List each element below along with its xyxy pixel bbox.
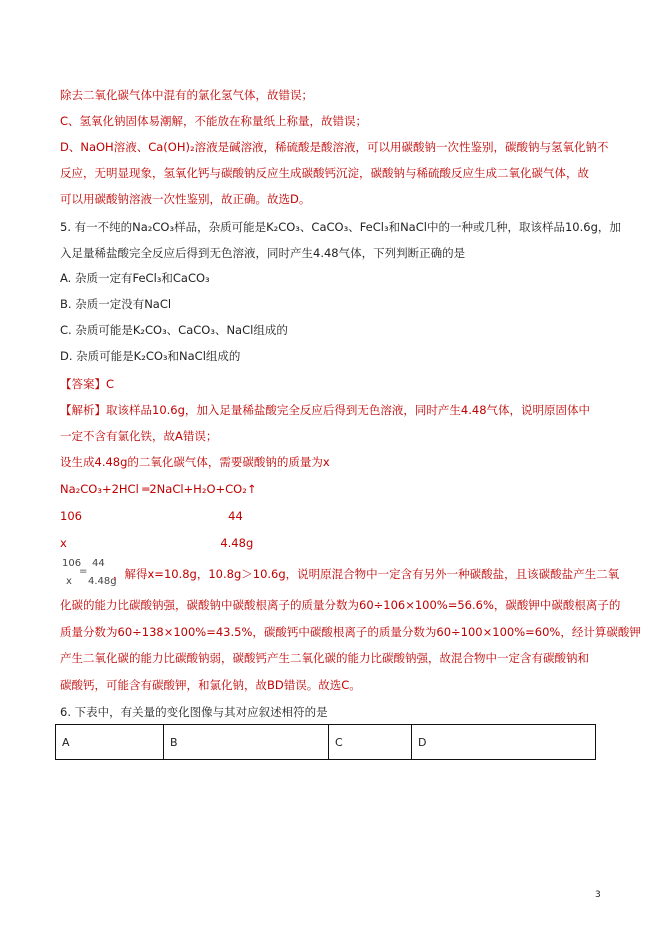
fraction-numerator: 44 (92, 558, 105, 569)
table-cell-c: C (329, 725, 412, 760)
equation-values: x 4.48g (60, 536, 254, 550)
fraction-denominator: 4.48g (88, 576, 117, 587)
option-a: A. 杂质一定有FeCl₃和CaCO₃ (60, 271, 210, 285)
text-line: 质量分数为60÷138×100%=43.5%，碳酸钙中碳酸根离子的质量分数为60÷100×100%=60%，经计算碳酸钾 (60, 625, 641, 639)
fraction-numerator: 106 (62, 558, 82, 569)
option-d: D. 杂质可能是K₂CO₃和NaCl组成的 (60, 349, 241, 363)
text-line: 可以用碳酸钠溶液一次性鉴别，故正确。故选D。 (60, 192, 311, 206)
text-line: 一定不含有氯化铁，故A错误； (60, 429, 218, 443)
text-line: 反应，无明显现象，氢氧化钙与碳酸钠反应生成碳酸钙沉淀，碳酸钠与稀硫酸反应生成二氧化碳气体，故 (60, 166, 589, 180)
text-line: 产生二氧化碳的能力比碳酸钠弱，碳酸钙产生二氧化碳的能力比碳酸钠强，故混合物中一定含有碳酸钠和 (60, 651, 589, 665)
text-line: 除去二氧化碳气体中混有的氯化氢气体，故错误； (60, 88, 313, 102)
text-line: D、NaOH溶液、Ca(OH)₂溶液是碱溶液，稀硫酸是酸溶液，可以用碳酸钠一次性鉴别，碳酸钠与氢氧化钠不 (60, 140, 609, 154)
fraction-equals: = (79, 566, 88, 577)
text-line: C、氢氧化钠固体易潮解，不能放在称量纸上称量，故错误； (60, 114, 368, 128)
table-cell-b: B (164, 725, 329, 760)
table-cell-d: D (412, 725, 596, 760)
text-line: 设生成4.48g的二氧化碳气体，需要碳酸钠的质量为x (60, 455, 330, 469)
text-line: 化碳的能力比碳酸钠强，碳酸钠中碳酸根离子的质量分数为60÷106×100%=56.6%，碳酸钾中碳酸根离子的 (60, 598, 621, 612)
fraction-denominator: x (66, 576, 72, 587)
question-6: 6. 下表中，有关量的变化图像与其对应叙述相符的是 (60, 705, 328, 719)
equation: Na₂CO₃+2HCl ═2NaCl+H₂O+CO₂↑ (60, 482, 257, 496)
table-cell-a: A (56, 725, 164, 760)
question-5: 5. 有一不纯的Na₂CO₃样品，杂质可能是K₂CO₃、CaCO₃、FeCl₃和NaCl中的一种或几种，取该样品10.6g，加 (60, 220, 621, 234)
option-b: B. 杂质一定没有NaCl (60, 297, 172, 311)
equation-ratio: 106 44 (60, 509, 243, 523)
answer: 【答案】C (60, 377, 115, 391)
fraction (62, 558, 117, 592)
text-line: 入足量稀盐酸完全反应后得到无色溶液，同时产生4.48气体，下列判断正确的是 (60, 246, 466, 260)
page-number: 3 (595, 890, 601, 900)
option-c: C. 杂质可能是K₂CO₃、CaCO₃、NaCl组成的 (60, 323, 288, 337)
analysis: 【解析】取该样品10.6g，加入足量稀盐酸完全反应后得到无色溶液，同时产生4.48气体，说明原固体中 (60, 403, 591, 417)
text-line: 碳酸钙，可能含有碳酸钾，和氯化钠，故BD错误。故选C。 (60, 678, 361, 692)
options-table (55, 724, 596, 760)
text-line: ，解得x=10.8g，10.8g＞10.6g，说明原混合物中一定含有另外一种碳酸盐，且该碳酸盐产生二氧 (113, 567, 620, 581)
